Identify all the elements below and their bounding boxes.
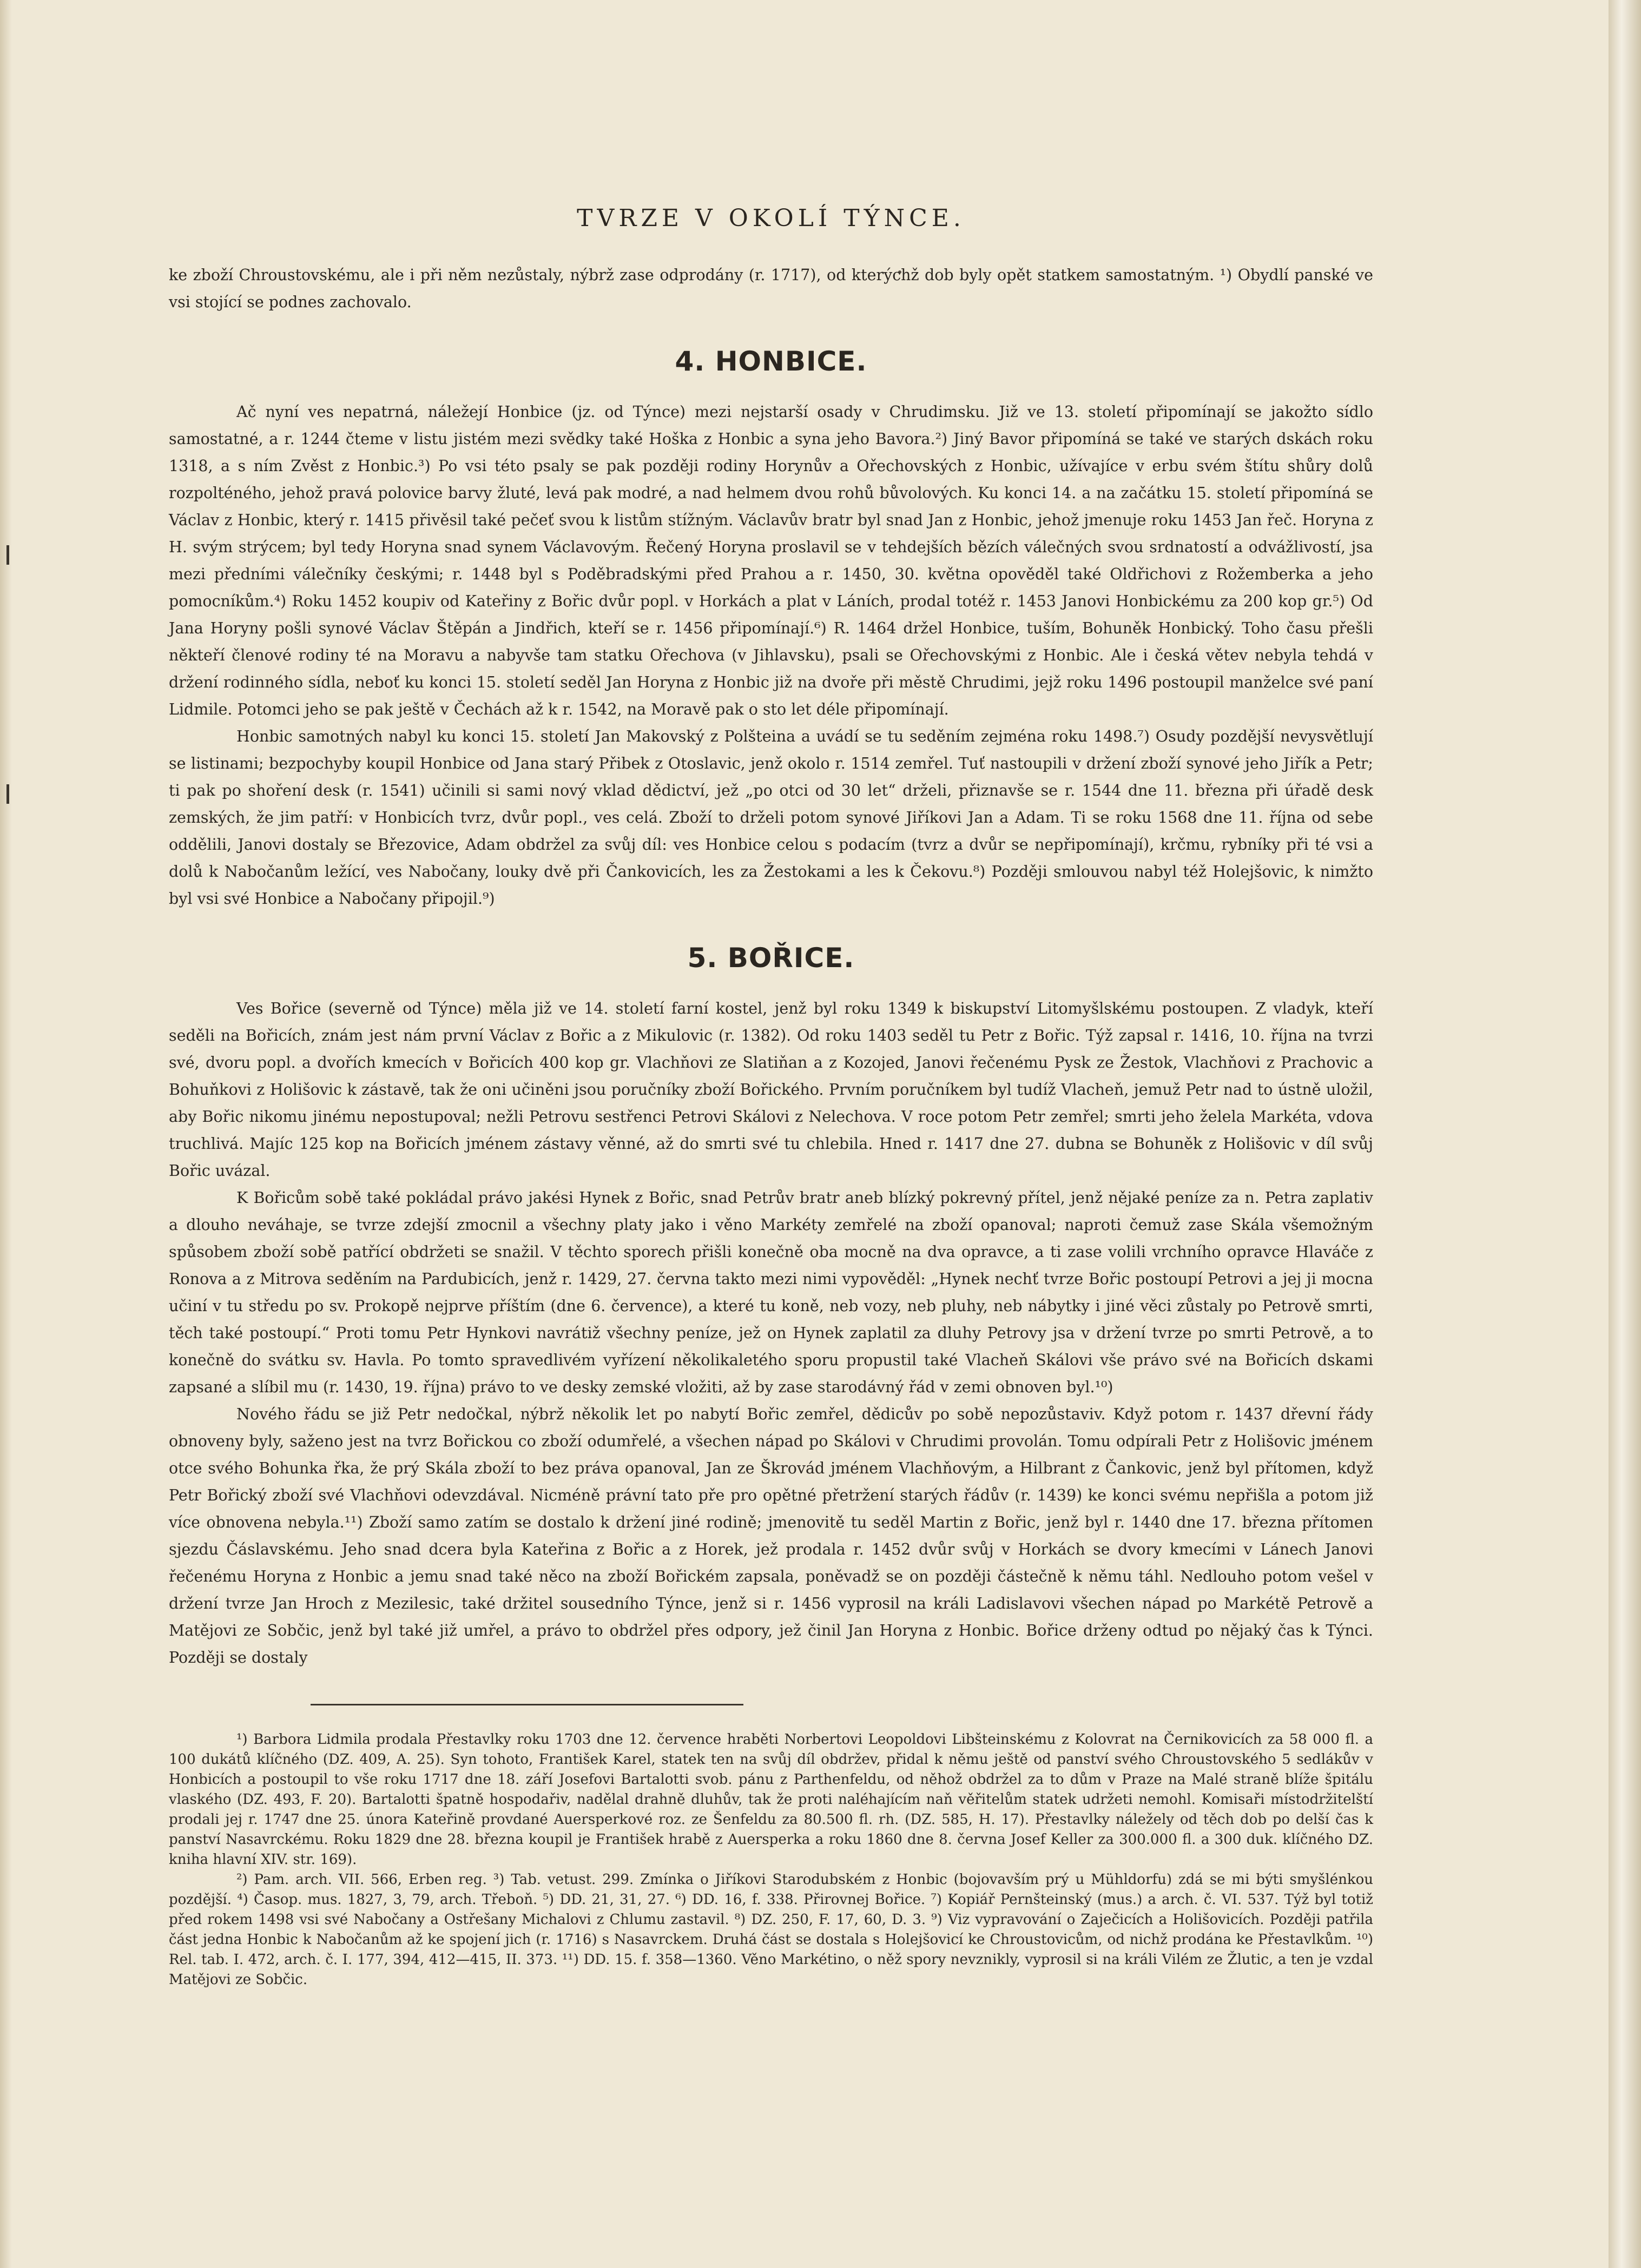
honbice-paragraph-2: Honbic samotných nabyl ku konci 15. století Jan Makovský z Polšteina a uvádí se tu seděním zejména roku 1498.⁷) Osudy pozdější nevysvětlují se listinami; bezpochyby koupil Honbice od Jana starý Přibek z Otoslavic, jenž okolo r. 1514 zemřel. Tuť nastoupili v držení zboží synové jeho Jiřík a Petr; ti pak po shoření desk (r. 1541) učinili si sami nový vklad dědictví, jež „po otci od 30 let“ drželi, přiznavše se r. 1544 dne 11. března při úřadě desk zemských, že jim patří: v Honbicích tvrz, dvůr popl., ves celá. Zboží to drželi potom synové Jiříkovi Jan a Adam. Ti se roku 1568 dne 11. října od sebe oddělili, Janovi dostaly se Březovice, Adam obdržel za svůj díl: ves Honbice celou s podacím (tvrz a dvůr se nepřipomínají), krčmu, rybníky při té vsi a dolů k Nabočanům ležící, ves Nabočany, louky dvě při Čankovicích, les za Žestokami a les k Čekovu.⁸) Později smlouvou nabyl též Holejšovic, k nimžto byl vsi své Honbice a Nabočany připojil.⁹) [169,728,1373,908]
borice-paragraph-2: K Bořicům sobě také pokládal právo jakési Hynek z Bořic, snad Petrův bratr aneb blízký pokrevný přítel, jenž nějaké peníze za n. Petra zaplativ a dlouho neváhaje, se tvrze zdejší zmocnil a všechny platy jako i věno Markéty zemřelé na zboží opanoval; naproti čemuž zase Skála všemožným spůsobem zboží sobě patřící obdržeti se snažil. V těchto sporech přišli konečně oba mocně na dva opravce, a ti zase volili vrchního opravce Hlaváče z Ronova a z Mitrova seděním na Pardubicích, jenž r. 1429, 27. června takto mezi nimi vypověděl: „Hynek nechť tvrze Bořic postoupí Petrovi a jej ji mocna učiní v tu středu po sv. Prokopě nejprve příštím (dne 6. července), a které tu koně, neb vozy, neb pluhy, neb nábytky i jiné věci zůstaly po Petrově smrti, těch také postoupí.“ Proti tomu Petr Hynkovi navrátiž všechny peníze, jež on Hynek zaplatil za dluhy Petrovy jsa v držení tvrze po smrti Petrově, a to konečně do svátku sv. Havla. Po tomto spravedlivém vyřízení několikaletého sporu propustil také Vlacheň Skálovi vše právo své na Bořicích dskami zapsané a slíbil mu (r. 1430, 19. října) právo to ve desky zemské vložiti, až by zase starodávný řád v zemi obnoven byl.¹⁰) [169,1189,1373,1396]
borice-paragraph-1: Ves Bořice (severně od Týnce) měla již ve 14. století farní kostel, jenž byl roku 1349 k biskupství Litomyšlskému postoupen. Z vladyk, kteří seděli na Bořicích, znám jest nám první Václav z Bořic a z Mikulovic (r. 1382). Od roku 1403 seděl tu Petr z Bořic. Týž zapsal r. 1416, 10. října na tvrzi své, dvoru popl. a dvořích kmecích v Bořicích 400 kop gr. Vlachňovi ze Slatiňan a z Kozojed, Janovi řečenému Pysk ze Žestok, Vlachňovi z Prachovic a Bohuňkovi z Holišovic k zástavě, tak že oni učiněni jsou poručníky zboží Bořického. Prvním poručníkem byl tudíž Vlacheň, jemuž Petr nad to ústně uložil, aby Bořic nikomu jinému nepostupoval; nežli Petrovu sestřenci Petrovi Skálovi z Nelechova. V roce potom Petr zemřel; smrti jeho želela Markéta, vdova truchlivá. Majíc 125 kop na Bořicích jménem zástavy věnné, až do smrti své tu chlebila. Hned r. 1417 dne 27. dubna se Bohuněk z Holišovic v díl svůj Bořic uvázal. [169,1000,1373,1180]
honbice-paragraph-1: Ač nyní ves nepatrná, náležejí Honbice (jz. od Týnce) mezi nejstarší osady v Chrudimsku. Již ve 13. století připomínají se jakožto sídlo samostatné, a r. 1244 čteme v listu jistém mezi svědky také Hoška z Honbic a syna jeho Bavora.²) Jiný Bavor připomíná se také ve starých dskách roku 1318, a s ním Zvěst z Honbic.³) Po vsi této psaly se pak později rodiny Horynův a Ořechovských z Honbic, užívajíce v erbu svém štítu shůry dolů rozpolténého, jehož pravá polovice barvy žluté, levá pak modré, a nad helmem dvou rohů bůvolových. Ku konci 14. a na začátku 15. století připomíná se Václav z Honbic, který r. 1415 přivěsil také pečeť svou k listům stížným. Václavův bratr byl snad Jan z Honbic, jehož jmenuje roku 1453 Jan řeč. Horyna z H. svým strýcem; byl tedy Horyna snad synem Václavovým. Řečený Horyna proslavil se v tehdejších bězích válečných svou srdnatostí a odvážlivostí, jsa mezi předními válečníky českými; r. 1448 byl s Poděbradskými před Prahou a r. 1450, 30. května opověděl také Oldřichovi z Rožemberka a jeho pomocníkům.⁴) Roku 1452 koupiv od Kateřiny z Bořic dvůr popl. v Horkách a plat v Láních, prodal totéž r. 1453 Janovi Honbickému za 200 kop gr.⁵) Od Jana Horyny pošli synové Václav Štěpán a Jindřich, kteří se r. 1456 připomínají.⁶) R. 1464 držel Honbice, tuším, Bohuněk Honbický. Toho času přešli někteří členové rodiny té na Moravu a nabyvše tam statku Ořechova (v Jihlavsku), psali se Ořechovskými z Honbic. Ale i česká větev nebyla tehdá v držení rodinného sídla, neboť ku konci 15. století seděl Jan Horyna z Honbic již na dvoře při městě Chrudimi, jejž roku 1496 postoupil manželce své paní Lidmile. Potomci jeho se pak ještě v Čechách až k r. 1542, na Moravě pak o sto let déle připomínají. [169,403,1373,718]
page-content [169,204,1373,1990]
footnote-separator [311,1704,743,1705]
intro-paragraph: ke zboží Chroustovskému, ale i při něm nezůstaly, nýbrž zase odprodány (r. 1717), od kterýchž dob byly opět statkem samostatným. ¹) Obydlí panské ve vsi stojící se podnes zachovalo. [169,266,1373,311]
footnote-2: ²) Pam. arch. VII. 566, Erben reg. ³) Tab. vetust. 299. Zmínka o Jiříkovi Starodubském z Honbic (bojovavším prý u Mühldorfu) zdá se mi býti smyšlénkou pozdější. ⁴) Časop. mus. 1827, 3, 79, arch. Třeboň. ⁵) DD. 21, 31, 27. ⁶) DD. 16, f. 338. Přirovnej Bořice. ⁷) Kopiář Pernšteinský (mus.) a arch. č. VI. 537. Týž byl totiž před rokem 1498 vsi své Nabočany a Ostřešany Michalovi z Chlumu zastavil. ⁸) DZ. 250, F. 17, 60, D. 3. ⁹) Viz vypravování o Zaječicích a Holišovicích. Později patřila část jedna Honbic k Nabočanům až ke spojení jich (r. 1716) s Nasavrckem. Druhá část se dostala s Holejšovicí ke Chroustovicům, od nichž prodána ke Přestavlkům. ¹⁰) Rel. tab. I. 472, arch. č. I. 177, 394, 412—415, II. 373. ¹¹) DD. 15. f. 358—1360. Věno Markétino, o něž spory nevznikly, vyprosil si na králi Vilém ze Žlutic, a ten je vzdal Matějovi ze Sobčic. [169,1872,1373,1988]
section-heading-borice: 5. BOŘICE. [687,942,855,974]
section-heading-honbice: 4. HONBICE. [675,346,867,377]
left-page-edge [0,0,12,2268]
book-binding-edge [1609,0,1641,2268]
footnote-1: ¹) Barbora Lidmila prodala Přestavlky roku 1703 dne 12. července hraběti Norbertovi Leopoldovi Libšteinskému z Kolovrat na Černikovicích za 58 000 fl. a 100 dukátů klíčného (DZ. 409, A. 25). Syn tohoto, František Karel, statek ten na svůj díl obdržev, přidal k němu ještě od panství svého Chroustovského 5 sedlákův v Honbicích a postoupil to vše roku 1717 dne 18. září Josefovi Bartalotti svob. pánu z Parthenfeldu, od něhož obdržel za to dům v Praze na Malé straně blíže špitálu vlaského (DZ. 493, F. 20). Bartalotti špatně hospodařiv, nadělal drahně dluhův, tak že proti naléhajícím naň věřitelům statek udržeti nemohl. Komisaři místodržitelští prodali jej r. 1747 dne 25. února Kateřině provdané Auersperkové roz. ze Šenfeldu za 80.500 fl. rh. (DZ. 585, H. 17). Přestavlky náležely od těch dob po delší čas k panství Nasavrckému. Roku 1829 dne 28. března koupil je František hrabě z Auersperka a roku 1860 dne 8. června Josef Keller za 300.000 fl. a 300 duk. klíčného DZ. kniha hlavní XIV. str. 169). [169,1731,1373,1868]
margin-mark [6,545,9,565]
running-title: TVRZE V OKOLÍ TÝNCE. [577,204,965,232]
margin-mark [6,784,9,804]
footnotes [169,1730,1373,1990]
borice-paragraph-3: Nového řádu se již Petr nedočkal, nýbrž několik let po nabytí Bořic zemřel, dědicův po sobě nepozůstaviv. Když potom r. 1437 dřevní řády obnoveny byly, saženo jest na tvrz Bořickou co zboží odumřelé, a všechen nápad po Skálovi v Chrudimi provolán. Tomu odpírali Petr z Holišovic jménem otce svého Bohunka řka, že prý Skála zboží to bez práva opanoval, Jan ze Škrovád jménem Vlachňovým, a Hilbrant z Čankovic, jenž byl přítomen, když Petr Bořický zboží své Vlachňovi odevzdával. Nicméně právní tato pře pro opětné přetržení starých řádův (r. 1439) ke konci svému nepřišla a potom již více obnovena nebyla.¹¹) Zboží samo zatím se dostalo k držení jiné rodině; jmenovitě tu seděl Martin z Bořic, jenž byl r. 1440 dne 17. března přítomen sjezdu Čáslavskému. Jeho snad dcera byla Kateřina z Bořic a z Horek, jež prodala r. 1452 dvůr svůj v Horkách se dvory kmecími v Lánech Janovi řečenému Horyna z Honbic a jemu snad také něco na zboží Bořickém zapsala, poněvadž se on později částečně k němu táhl. Nedlouho potom vešel v držení tvrze Jan Hroch z Mezilesic, také držitel sousedního Týnce, jenž si r. 1456 vyprosil na králi Ladislavovi všechen nápad po Markétě Petrově a Matějovi ze Sobčic, jenž byl také již umřel, a právo to obdržel přes odpory, jež činil Jan Horyna z Honbic. Bořice drženy odtud po nějaký čas k Týnci. Později se dostaly [169,1405,1373,1667]
